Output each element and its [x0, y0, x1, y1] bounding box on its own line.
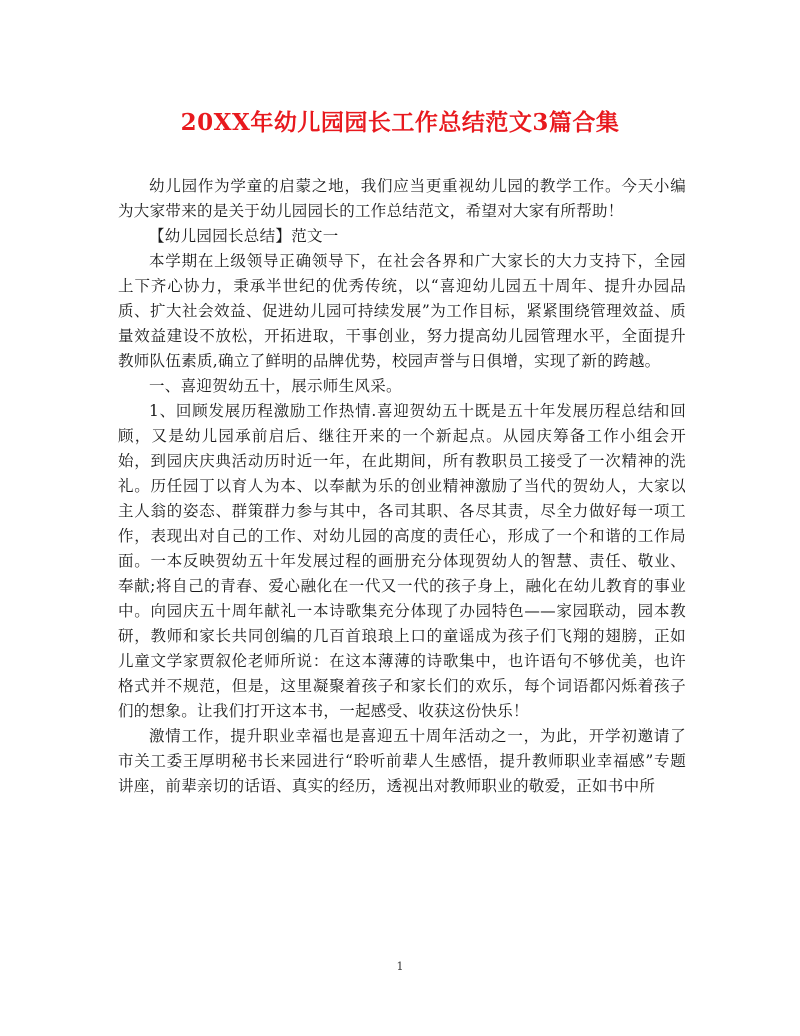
body-paragraph: 1、回顾发展历程激励工作热情.喜迎贺幼五十既是五十年发展历程总结和回顾，又是幼儿园承前启后、继往开来的一个新起点。从园庆筹备工作小组会开始，到园庆庆典活动历时近一年，在此期间，所有教职员工接受了一次精神的洗礼。历任园丁以育人为本、以奉献为乐的创业精神激励了当代的贺幼人，大家以主人翁的姿态、群策群力参与其中，各司其职、各尽其责，尽全力做好每一项工作，表现出对自己的工作、对幼儿园的高度的责任心，形成了一个和谐的工作局面。一本反映贺幼五十年发展过程的画册充分体现贺幼人的智慧、责任、敬业、奉献;将自己的青春、爱心融化在一代又一代的孩子身上，融化在幼儿教育的事业中。向园庆五十周年献礼一本诗歌集充分体现了办园特色——家园联动，园本教研，教师和家长共同创编的几百首琅琅上口的童谣成为孩子们飞翔的翅膀，正如儿童文学家贾叙伦老师所说：在这本薄薄的诗歌集中，也许语句不够优美，也许格式并不规范，但是，这里凝聚着孩子和家长们的欢乐，每个词语都闪烁着孩子们的想象。让我们打开这本书，一起感受、收获这份快乐！ — [118, 402, 686, 720]
subsection-heading: 一、喜迎贺幼五十，展示师生风采。 — [149, 377, 402, 395]
section-heading: 【幼儿园园长总结】范文一 — [149, 227, 339, 245]
intro-paragraph: 幼儿园作为学童的启蒙之地，我们应当更重视幼儿园的教学工作。今天小编为大家带来的是关于幼儿园园长的工作总结范文，希望对大家有所帮助！ — [118, 177, 686, 220]
body-paragraph: 激情工作，提升职业幸福也是喜迎五十周年活动之一，为此，开学初邀请了市关工委王厚明秘书长来园进行“聆听前辈人生感悟，提升教师职业幸福感”专题讲座，前辈亲切的话语、真实的经历，透视出对教师职业的敬爱，正如书中所 — [118, 727, 686, 795]
document-body — [118, 174, 686, 799]
document-title: 20XX年幼儿园园长工作总结范文3篇合集 — [180, 109, 620, 136]
page-number: 1 — [396, 960, 404, 973]
body-paragraph: 本学期在上级领导正确领导下，在社会各界和广大家长的大力支持下，全园上下齐心协力，秉承半世纪的优秀传统，以“喜迎幼儿园五十周年、提升办园品质、扩大社会效益、促进幼儿园可持续发展”为工作目标，紧紧围绕管理效益、质量效益建设不放松，开拓进取，干事创业，努力提高幼儿园管理水平，全面提升教师队伍素质,确立了鲜明的品牌优势，校园声誉与日俱增，实现了新的跨越。 — [118, 252, 686, 370]
